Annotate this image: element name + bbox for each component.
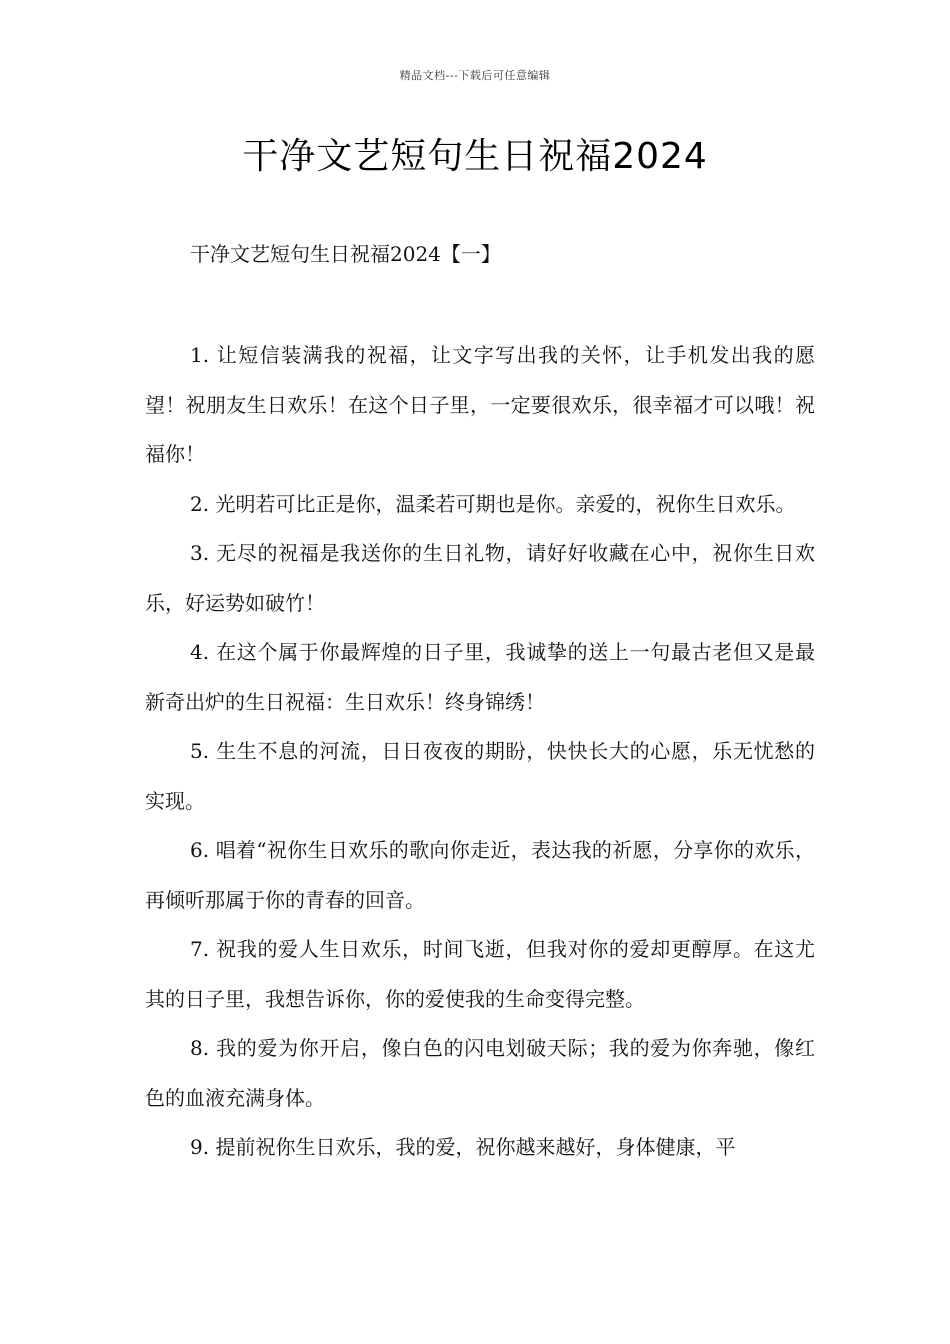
wishes-list [145,331,815,1173]
list-item: 5. 生生不息的河流，日日夜夜的期盼，快快长大的心愿，乐无忧愁的实现。 [145,739,815,813]
list-item: 2. 光明若可比正是你，温柔若可期也是你。亲爱的，祝你生日欢乐。 [190,491,796,516]
list-item: 1. 让短信装满我的祝福，让文字写出我的关怀，让手机发出我的愿望！祝朋友生日欢乐！在这个日子里，一定要很欢乐，很幸福才可以哦！祝福你！ [145,343,815,466]
list-item: 8. 我的爱为你开启，像白色的闪电划破天际；我的爱为你奔驰，像红色的血液充满身体。 [145,1036,815,1110]
list-item: 4. 在这个属于你最辉煌的日子里，我诚挚的送上一句最古老但又是最新奇出炉的生日祝福：生日欢乐！终身锦绣！ [145,640,815,714]
list-item: 9. 提前祝你生日欢乐，我的爱，祝你越来越好，身体健康，平 [190,1135,736,1159]
list-item: 3. 无尽的祝福是我送你的生日礼物，请好好收藏在心中，祝你生日欢乐，好运势如破竹！ [145,541,815,615]
page-title: 干净文艺短句生日祝福2024 [242,136,708,177]
header-note: 精品文档---下载后可任意编辑 [399,69,551,82]
list-item: 6. 唱着“祝你生日欢乐的歌向你走近，表达我的祈愿，分享你的欢乐，再倾听那属于你的青春的回音。 [145,838,815,912]
list-item: 7. 祝我的爱人生日欢乐，时间飞逝，但我对你的爱却更醇厚。在这尤其的日子里，我想告诉你，你的爱使我的生命变得完整。 [145,937,815,1011]
section-heading: 干净文艺短句生日祝福2024【一】 [190,242,501,266]
